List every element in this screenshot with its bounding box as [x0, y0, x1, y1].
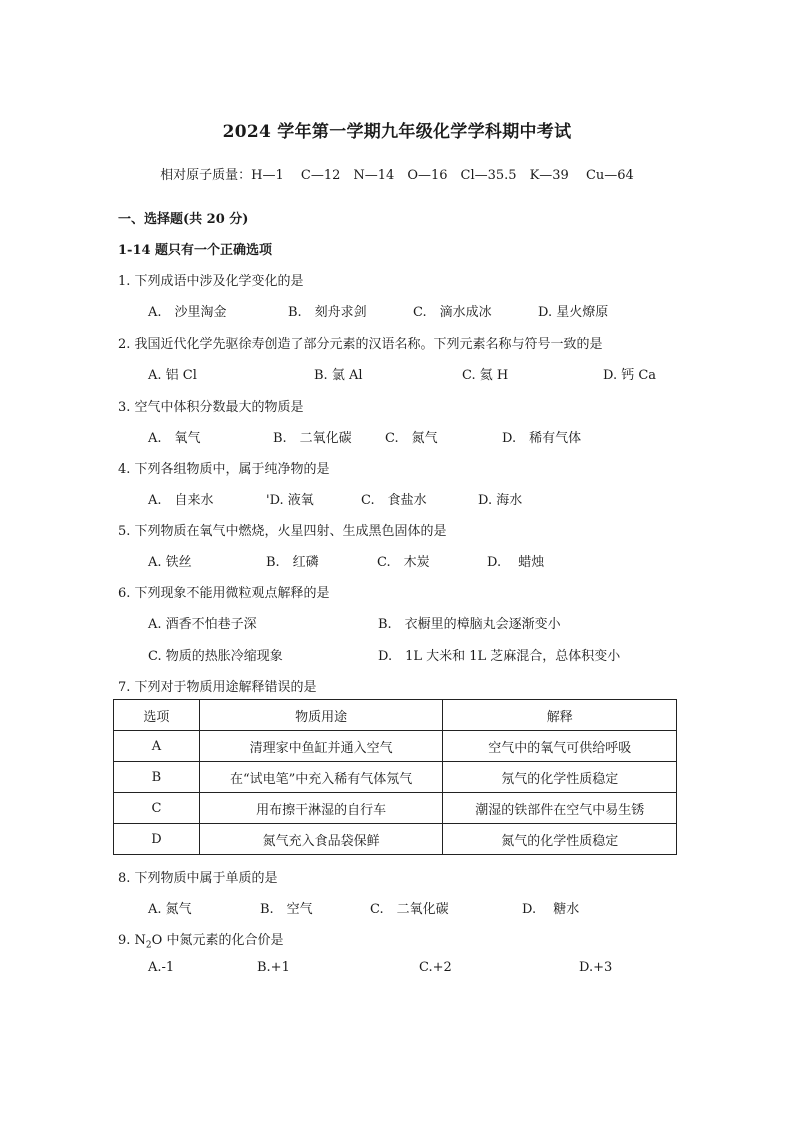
- question-5-option-b: B. 红磷: [266, 555, 319, 570]
- question-8-option-c: C. 二氧化碳: [370, 902, 449, 917]
- question-3-option-c: C. 氮气: [385, 431, 438, 446]
- table-cell: D: [114, 824, 200, 855]
- question-1-option-b: B. 刻舟求剑: [288, 305, 367, 320]
- question-9-stem-suffix: O 中氮元素的化合价是: [151, 933, 284, 948]
- question-7-table: [113, 699, 677, 855]
- table-header-cell: 解释: [443, 700, 677, 731]
- question-4-option-a: A. 自来水: [148, 493, 214, 508]
- question-1-option-c: C. 滴水成冰: [413, 305, 492, 320]
- table-cell: B: [114, 762, 200, 793]
- question-8-option-b: B. 空气: [260, 902, 313, 917]
- question-8-stem: 8. 下列物质中属于单质的是: [118, 871, 278, 886]
- question-1-option-d: D. 星火燎原: [538, 305, 609, 320]
- question-9-subscript: 2: [145, 940, 152, 951]
- question-9-option-b: B.+1: [257, 960, 290, 975]
- question-5-option-d: D. 蜡烛: [487, 555, 545, 570]
- question-1-option-a: A. 沙里淘金: [148, 305, 227, 320]
- table-cell: 清理家中鱼缸并通入空气: [199, 731, 443, 762]
- question-7-stem: 7. 下列对于物质用途解释错误的是: [118, 680, 317, 695]
- question-6-option-a: A. 酒香不怕巷子深: [148, 617, 257, 632]
- question-9-option-d: D.+3: [579, 960, 613, 975]
- question-8-option-d: D. 糖水: [522, 902, 580, 917]
- question-5-option-a: A. 铁丝: [148, 555, 192, 570]
- question-4-option-c: C. 食盐水: [361, 493, 427, 508]
- question-4-stem: 4. 下列各组物质中，属于纯净物的是: [118, 462, 330, 477]
- table-header-cell: 物质用途: [199, 700, 443, 731]
- question-8-option-a: A. 氮气: [148, 902, 192, 917]
- question-2-option-c: C. 氦 H: [462, 368, 509, 383]
- exam-title: 2024 学年第一学期九年级化学学科期中考试: [222, 122, 572, 142]
- question-2-stem: 2. 我国近代化学先驱徐寿创造了部分元素的汉语名称。下列元素名称与符号一致的是: [118, 337, 603, 352]
- table-cell: 氮气的化学性质稳定: [443, 824, 677, 855]
- question-1-stem: 1. 下列成语中涉及化学变化的是: [118, 274, 304, 289]
- table-cell: A: [114, 731, 200, 762]
- question-3-stem: 3. 空气中体积分数最大的物质是: [118, 400, 304, 415]
- question-4-option-d: D. 海水: [478, 493, 523, 508]
- question-3-option-a: A. 氧气: [148, 431, 201, 446]
- question-9-option-a: A.-1: [148, 960, 175, 975]
- question-3-option-d: D. 稀有气体: [502, 431, 582, 446]
- question-6-option-d: D. 1L 大米和 1L 芝麻混合，总体积变小: [378, 649, 621, 664]
- question-4-option-b: 'D. 液氧: [266, 493, 314, 508]
- question-6-option-b: B. 衣橱里的樟脑丸会逐渐变小: [378, 617, 561, 632]
- question-3-option-b: B. 二氧化碳: [273, 431, 352, 446]
- table-header-cell: 选项: [114, 700, 200, 731]
- question-2-option-a: A. 铝 Cl: [148, 368, 197, 383]
- table-cell: 用布擦干淋湿的自行车: [199, 793, 443, 824]
- question-9-stem-prefix: 9. N: [118, 933, 146, 948]
- table-cell: 潮湿的铁部件在空气中易生锈: [443, 793, 677, 824]
- table-row: [114, 824, 677, 855]
- table-header-row: [114, 700, 677, 731]
- table-cell: 氮气充入食品袋保鲜: [199, 824, 443, 855]
- subsection-heading: 1-14 题只有一个正确选项: [118, 243, 273, 258]
- table-cell: 氖气的化学性质稳定: [443, 762, 677, 793]
- table-row: [114, 762, 677, 793]
- atomic-masses: 相对原子质量：H—1 C—12 N—14 O—16 Cl—35.5 K—39 Cu—64: [160, 168, 634, 183]
- question-2-option-d: D. 钙 Ca: [603, 368, 657, 383]
- section-heading: 一、选择题(共 20 分): [118, 212, 249, 227]
- question-2-option-b: B. 氯 Al: [314, 368, 363, 383]
- table-cell: 在“试电笔”中充入稀有气体氖气: [199, 762, 443, 793]
- question-6-option-c: C. 物质的热胀冷缩现象: [148, 649, 283, 664]
- table-cell: C: [114, 793, 200, 824]
- question-9-stem: [118, 929, 283, 951]
- table-row: [114, 731, 677, 762]
- table-cell: 空气中的氧气可供给呼吸: [443, 731, 677, 762]
- question-6-stem: 6. 下列现象不能用微粒观点解释的是: [118, 586, 330, 601]
- question-5-option-c: C. 木炭: [377, 555, 430, 570]
- question-5-stem: 5. 下列物质在氧气中燃烧，火星四射、生成黑色固体的是: [118, 524, 447, 539]
- table-row: [114, 793, 677, 824]
- question-9-option-c: C.+2: [419, 960, 452, 975]
